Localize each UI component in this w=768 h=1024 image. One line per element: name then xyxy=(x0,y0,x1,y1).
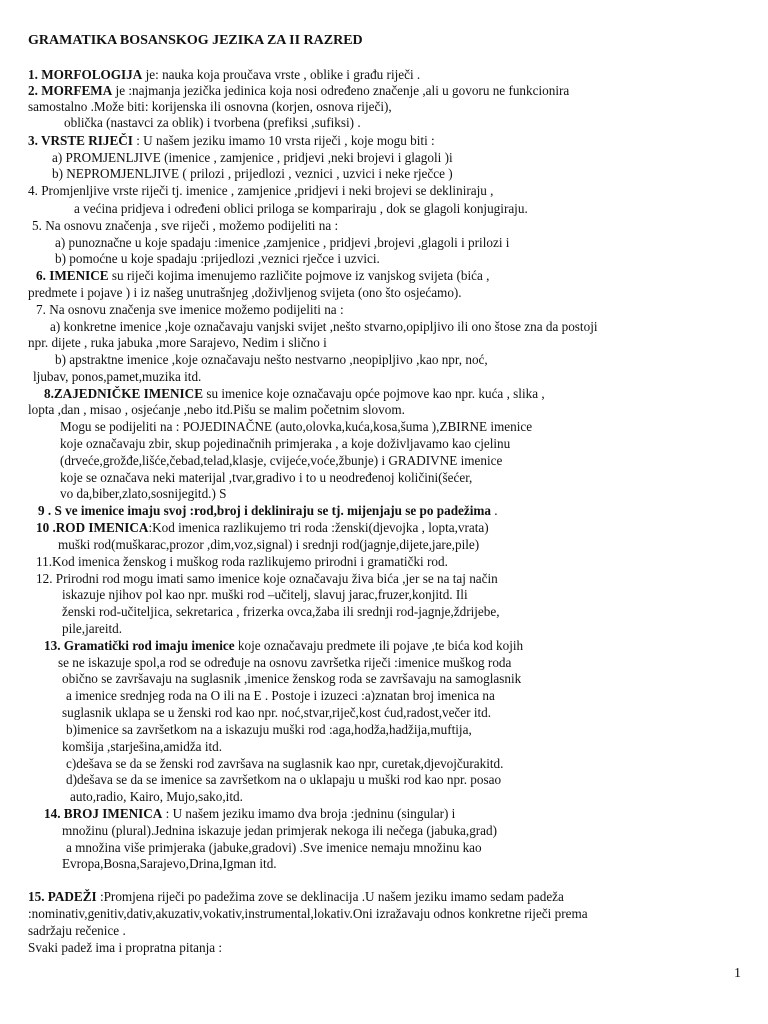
text-line: 8.ZAJEDNIČKE IMENICE su imenice koje označavaju opće pojmove kao npr. kuća , slika , xyxy=(44,386,545,401)
text-line: d)dešava se da se imenice sa završetkom na o uklapaju u muški rod kao npr. posao xyxy=(66,772,502,787)
page-number: 1 xyxy=(734,966,741,981)
text-line: b) apstraktne imenice ,koje označavaju nešto nestvarno ,neopipljivo ,kao npr, noć, xyxy=(55,352,488,367)
text-line: sadržaju rečenice . xyxy=(28,923,126,938)
text-line: iskazuje njihov pol kao npr. muški rod –učitelj, slavuj jarac,fruzer,konjitd. Ili xyxy=(62,587,468,602)
text-line: c)dešava se da se ženski rod završava na suglasnik kao npr, curetak,djevojčurakitd. xyxy=(66,756,504,771)
text-line: 6. IMENICE su riječi kojima imenujemo različite pojmove iz vanjskog svijeta (bića , xyxy=(36,268,490,283)
text-line: Svaki padež ima i propratna pitanja : xyxy=(28,940,223,955)
text-line: 10 .ROD IMENICA:Kod imenica razlikujemo tri roda :ženski(djevojka , lopta,vrata) xyxy=(36,520,489,535)
document-title: GRAMATIKA BOSANSKOG JEZIKA ZA II RAZRED xyxy=(28,33,363,48)
text-line: komšija ,starješina,amidža itd. xyxy=(62,739,223,754)
text-line: a) konkretne imenice ,koje označavaju vanjski svijet ,nešto stvarno,opipljivo ili ono štose zna da postoji xyxy=(50,319,598,334)
text-line: 9 . S ve imenice imaju svoj :rod,broj i dekliniraju se tj. mijenjaju se po padežima . xyxy=(38,503,498,518)
text-line: Mogu se podijeliti na : POJEDINAČNE (auto,olovka,kuća,kosa,šuma ),ZBIRNE imenice xyxy=(60,419,533,434)
text-line: auto,radio, Kairo, Mujo,sako,itd. xyxy=(70,789,243,804)
text-line: samostalno .Može biti: korijenska ili osnovna (korjen, osnova riječi), xyxy=(28,99,392,114)
text-line: ženski rod-učiteljica, sekretarica , frizerka ovca,žaba ili srednji rod-jagnje,ždrijebe, xyxy=(62,604,500,619)
text-line: b) pomoćne u koje spadaju :prijedlozi ,veznici rječce i uzvici. xyxy=(55,251,380,266)
text-line: 5. Na osnovu značenja , sve riječi , možemo podijeliti na : xyxy=(32,218,339,233)
text-line: Evropa,Bosna,Sarajevo,Drina,Igman itd. xyxy=(62,856,277,871)
text-line: suglasnik uklapa se u ženski rod kao npr. noć,stvar,riječ,kost ćud,radost,večer itd. xyxy=(62,705,492,720)
text-line: b)imenice sa završetkom na a iskazuju muški rod :aga,hodža,hadžija,muftija, xyxy=(66,722,472,737)
text-line: 14. BROJ IMENICA : U našem jeziku imamo dva broja :jedninu (singular) i xyxy=(44,806,456,821)
text-line: a imenice srednjeg roda na O ili na E . Postoje i izuzeci :a)znatan broj imenica na xyxy=(66,688,495,703)
text-line: a) punoznačne u koje spadaju :imenice ,zamjenice , pridjevi ,brojevi ,glagoli i prilozi i xyxy=(55,235,510,250)
text-line: 1. MORFOLOGIJA je: nauka koja proučava vrste , oblike i građu riječi . xyxy=(28,67,421,82)
text-line: 4. Promjenljive vrste riječi tj. imenice , zamjenice ,pridjevi i neki brojevi se dekliniraju , xyxy=(28,183,494,198)
text-line: koje označavaju zbir, skup pojedinačnih primjeraka , a koje doživljavamo kao cjelinu xyxy=(60,436,511,451)
text-line: 15. PADEŽI :Promjena riječi po padežima zove se deklinacija .U našem jeziku imamo sedam padeža xyxy=(28,889,564,904)
text-line: npr. dijete , ruka jabuka ,more Sarajevo, Nedim i slično i xyxy=(28,335,327,350)
text-line: muški rod(muškarac,prozor ,dim,voz,signal) i srednji rod(jagnje,dijete,jare,pile) xyxy=(58,537,480,552)
text-line: :nominativ,genitiv,dativ,akuzativ,vokativ,instrumental,lokativ.Oni izražavaju odnos konkretne riječi prema xyxy=(28,906,588,921)
text-line: ljubav, ponos,pamet,muzika itd. xyxy=(33,369,202,384)
text-line: koje se označava neki materijal ,tvar,gradivo i to u neodređenoj količini(šećer, xyxy=(60,470,473,485)
text-line: a množina više primjeraka (jabuke,gradovi) .Sve imenice nemaju množinu kao xyxy=(66,840,482,855)
text-line: 7. Na osnovu značenja sve imenice možemo podijeliti na : xyxy=(36,302,344,317)
text-line: a) PROMJENLJIVE (imenice , zamjenice , pridjevi ,neki brojevi i glagoli )i xyxy=(52,150,453,165)
text-line: (drveće,grožđe,lišće,čebad,telad,klasje, cvijeće,voće,žbunje) i GRADIVNE imenice xyxy=(60,453,503,468)
text-line: b) NEPROMJENLJIVE ( prilozi , prijedlozi , veznici , uzvici i neke rječce ) xyxy=(52,166,453,181)
text-line: 11.Kod imenica ženskog i muškog roda razlikujemo prirodni i gramatički rod. xyxy=(36,554,448,569)
text-line: množinu (plural).Jednina iskazuje jedan primjerak nekoga ili nečega (jabuka,grad) xyxy=(62,823,498,838)
text-line: 2. MORFEMA je :najmanja jezička jedinica koja nosi određeno značenje ,ali u govoru ne funkcionira xyxy=(28,83,570,98)
text-line: predmete i pojave ) i iz našeg unutrašnjeg ,doživljenog svijeta (ono što osjećamo). xyxy=(28,285,462,300)
text-line: se ne iskazuje spol,a rod se određuje na osnovu završetka riječi :imenice muškog roda xyxy=(58,655,512,670)
text-line: obično se završavaju na suglasnik ,imenice ženskog roda se završavaju na samoglasnik xyxy=(62,671,522,686)
text-line: a većina pridjeva i određeni oblici priloga se kompariraju , dok se glagoli konjugiraju. xyxy=(74,201,528,216)
text-line: pile,jareitd. xyxy=(62,621,123,636)
text-line: 12. Prirodni rod mogu imati samo imenice koje označavaju živa bića ,jer se na taj način xyxy=(36,571,498,586)
text-line: 3. VRSTE RIJEČI : U našem jeziku imamo 10 vrsta riječi , koje mogu biti : xyxy=(28,133,435,148)
text-line: lopta ,dan , misao , osjećanje ,nebo itd.Pišu se malim početnim slovom. xyxy=(28,402,405,417)
text-line: oblička (nastavci za oblik) i tvorbena (prefiksi ,sufiksi) . xyxy=(64,115,361,130)
text-line: 13. Gramatički rod imaju imenice koje označavaju predmete ili pojave ,te bića kod kojih xyxy=(44,638,524,653)
text-line: vo da,biber,zlato,sosnijegitd.) S xyxy=(60,486,227,501)
